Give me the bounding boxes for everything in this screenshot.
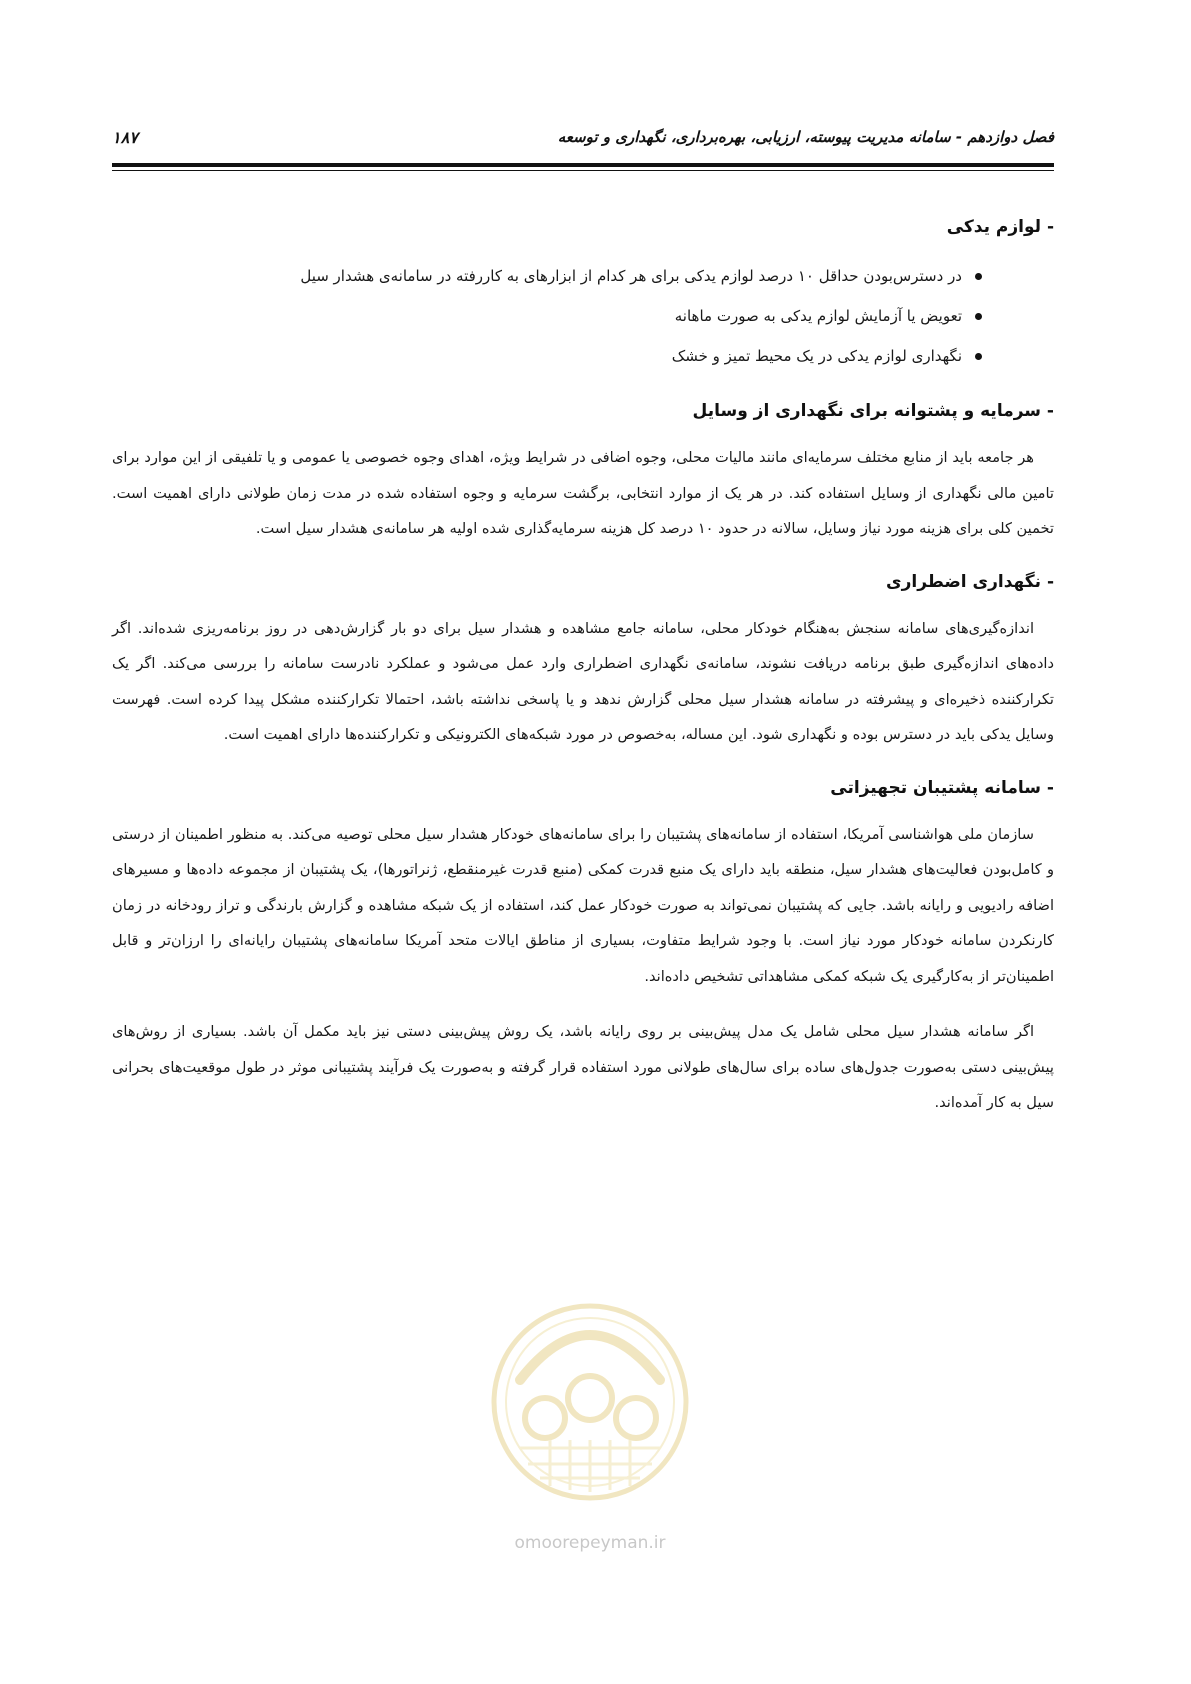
list-item-text: در دسترس‌بودن حداقل ۱۰ درصد لوازم یدکی برای هر کدام از ابزارهای به کاررفته در سامانه‌ی هشدار سیل: [300, 267, 962, 285]
bullet-icon: [975, 273, 982, 280]
spare-parts-list: [112, 256, 1054, 376]
paragraph-manual-forecast: اگر سامانه هشدار سیل محلی شامل یک مدل پیش‌بینی بر روی رایانه باشد، یک روش پیش‌بینی دستی نیز باید مکمل آن باشد. بسیاری از روش‌های پیش‌بینی دستی به‌صورت جدول‌های ساده برای سال‌های طولانی مورد استفاده قرار گرفته و به‌صورت یک فرآیند پشتیبانی موثر در طول موقعیت‌های بحرانی سیل به کار آمده‌اند.: [112, 1023, 1054, 1111]
running-header: [112, 128, 1054, 162]
bullet-icon: [975, 313, 982, 320]
body-content: [112, 212, 1054, 1141]
section-heading-spare-parts: - لوازم یدکی: [946, 217, 1054, 237]
section-heading-funding: - سرمایه و پشتوانه برای نگهداری از وسایل: [692, 401, 1054, 421]
list-item: [112, 256, 982, 296]
list-item-text: نگهداری لوازم یدکی در یک محیط تمیز و خشک: [671, 347, 962, 365]
section-heading-backup-system: - سامانه پشتیبان تجهیزاتی: [830, 777, 1054, 798]
page-number: ۱۸۷: [112, 128, 138, 147]
bullet-icon: [975, 353, 982, 360]
paragraph-emergency-maintenance: اندازه‌گیری‌های سامانه سنجش به‌هنگام خودکار محلی، سامانه جامع مشاهده و هشدار سیل برای دو بار گزارش‌دهی در روز برنامه‌ریزی شده‌اند. اگر داده‌های اندازه‌گیری طبق برنامه دریافت نشوند، سامانه‌ی نگهداری اضطراری وارد عمل می‌شود و عملکرد نادرست سامانه را بررسی می‌کند. اگر یک تکرارکننده ذخیره‌ای و پیشرفته در سامانه هشدار سیل محلی گزارش ندهد و یا پاسخی نداشته باشد، احتمالا تکرارکننده مشکل پیدا کرده است. فهرست وسایل یدکی باید در دسترس بوده و نگهداری شود. این مساله، به‌خصوص در مورد شبکه‌های الکترونیکی و تکرارکننده‌ها دارای اهمیت است.: [112, 619, 1054, 743]
watermark-text: omoorepeyman.ir: [514, 1533, 666, 1553]
header-rule-thick: [112, 163, 1054, 167]
chapter-title: فصل دوازدهم - سامانه مدیریت پیوسته، ارزیابی، بهره‌برداری، نگهداری و توسعه: [557, 128, 1054, 146]
header-rule-thin: [112, 170, 1054, 171]
list-item: [112, 336, 982, 376]
section-heading-emergency-maintenance: - نگهداری اضطراری: [886, 571, 1054, 592]
list-item: [112, 296, 982, 336]
paragraph-backup-system: سازمان ملی هواشناسی آمریکا، استفاده از سامانه‌های پشتیبان را برای سامانه‌های خودکار هشدار سیل محلی توصیه می‌کند. به منظور اطمینان از درستی و کامل‌بودن فعالیت‌های هشدار سیل، منطقه باید دارای یک منبع قدرت کمکی (منبع قدرت غیرمنقطع، ژنراتورها)، یک پشتیبان از مجموعه داده‌ها و مسیرهای اضافه رادیویی و رایانه باشد. جایی که پشتیبان نمی‌تواند به صورت خودکار عمل کند، استفاده از یک شبکه مشاهده و گزارش بارندگی و تراز رودخانه در زمان کارنکردن سامانه خودکار مورد نیاز است. با وجود شرایط متفاوت، بسیاری از مناطق ایالات متحد آمریکا سامانه‌های پشتیبان رایانه‌ای را ارزان‌تر و قابل اطمینان‌تر از به‌کارگیری یک شبکه کمکی مشاهداتی تشخیص داده‌اند.: [112, 825, 1054, 985]
list-item-text: تعویض یا آزمایش لوازم یدکی به صورت ماهانه: [674, 307, 962, 325]
paragraph-funding: هر جامعه باید از منابع مختلف سرمایه‌ای مانند مالیات محلی، وجوه اضافی در شرایط ویژه، اهدای وجوه خصوصی یا عمومی و یا تلفیقی از این موارد برای تامین مالی نگهداری از وسایل استفاده کند. در هر یک از موارد انتخابی، برگشت سرمایه و وجوه استفاده شده در مدت زمان طولانی دارای اهمیت است. تخمین کلی برای هزینه مورد نیاز وسایل، سالانه در حدود ۱۰ درصد کل هزینه سرمایه‌گذاری شده اولیه هر سامانه‌ی هشدار سیل است.: [112, 449, 1054, 537]
